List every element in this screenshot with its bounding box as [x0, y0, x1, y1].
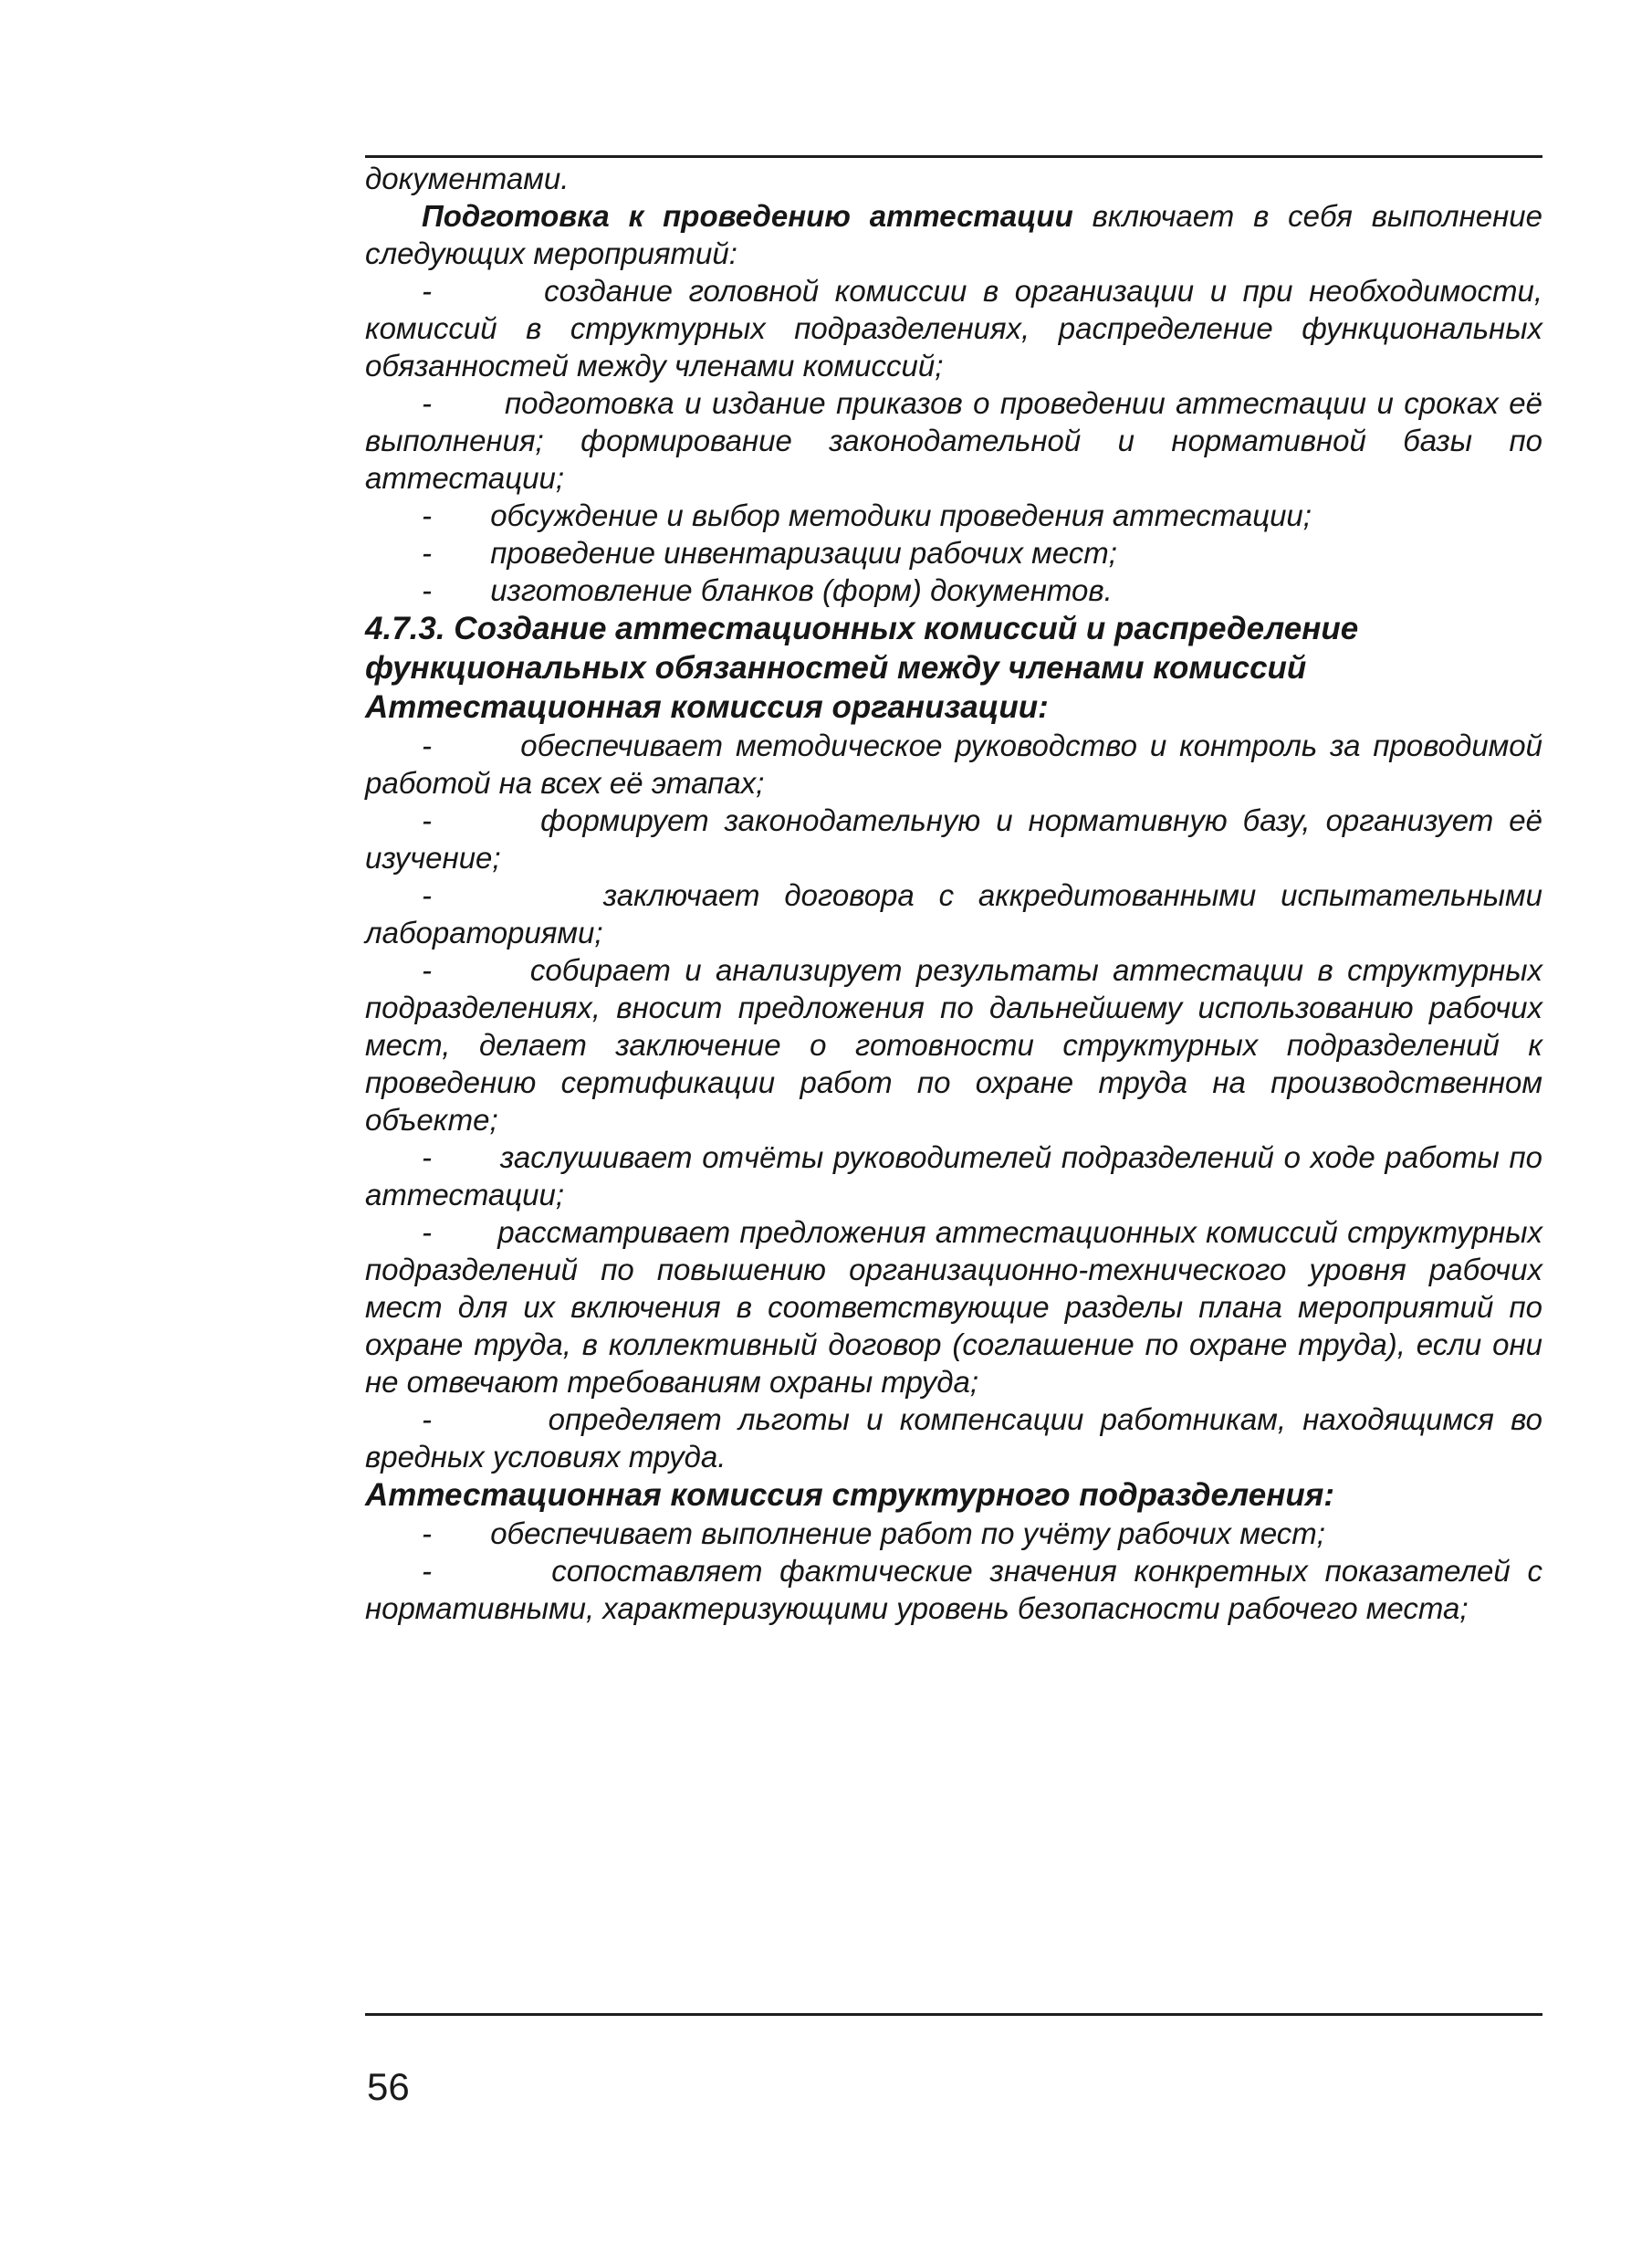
dash-marker: -: [422, 1402, 432, 1436]
dash-marker: -: [422, 729, 432, 762]
list-item-text: собирает и анализирует результаты аттестации в структурных подразделениях, вносит предложения по дальнейшему использованию рабочих мест, делает заключение о готовности структурных подразделений к проведению сертификации работ по охране труда на производственном объекте;: [365, 953, 1542, 1137]
list-item: [365, 497, 1542, 534]
intro-bold-phrase: Подготовка к проведению аттестации: [422, 199, 1073, 233]
text-column: [365, 160, 1542, 1627]
dash-marker: -: [422, 1140, 432, 1174]
list-item-text: создание головной комиссии в организации и при необходимости, комиссий в структурных подразделениях, распределение функциональных обязанностей между членами комиссий;: [365, 274, 1542, 383]
list-item: [365, 1552, 1542, 1627]
list-item: [365, 272, 1542, 384]
list-item: [365, 1138, 1542, 1213]
list-item: [365, 572, 1542, 609]
list-item: [365, 1515, 1542, 1552]
list-item-text: заслушивает отчёты руководителей подразделений о ходе работы по аттестации;: [365, 1140, 1542, 1212]
list-item-text: обеспечивает методическое руководство и контроль за проводимой работой на всех её этапах;: [365, 729, 1543, 800]
list-item-text: определяет льготы и компенсации работникам, находящимся во вредных условиях труда.: [365, 1402, 1542, 1474]
bottom-rule: [365, 2013, 1542, 2016]
list-item-text: обеспечивает выполнение работ по учёту рабочих мест;: [490, 1516, 1325, 1550]
dash-marker: -: [422, 498, 432, 532]
list-item: [365, 876, 1542, 951]
dash-marker: -: [422, 386, 432, 420]
dash-marker: -: [422, 803, 432, 837]
unit-commission-list: [365, 1515, 1542, 1627]
list-item-text: заключает договора с аккредитованными испытательными лабораториями;: [365, 878, 1542, 949]
section-heading: [365, 609, 1542, 687]
org-commission-list: [365, 727, 1542, 1475]
dash-marker: -: [422, 1554, 432, 1588]
list-item-text: проведение инвентаризации рабочих мест;: [490, 536, 1117, 570]
dash-marker: -: [422, 536, 432, 570]
intro-rest: включает в себя выполнение следующих мероприятий:: [365, 199, 1542, 270]
dash-marker: -: [422, 1516, 432, 1550]
list-item-text: подготовка и издание приказов о проведении аттестации и сроках её выполнения; формирование законодательной и нормативной базы по аттестации;: [365, 386, 1542, 495]
dash-marker: -: [422, 274, 432, 308]
dash-marker: -: [422, 878, 432, 912]
prep-list: [365, 272, 1542, 609]
dash-marker: -: [422, 953, 432, 987]
list-item-text: изготовление бланков (форм) документов.: [490, 573, 1113, 607]
org-commission-title: Аттестационная комиссия организации:: [365, 689, 1049, 725]
list-item: [365, 802, 1542, 876]
section-heading-line-2: функциональных обязанностей между членами комиссий: [365, 650, 1307, 686]
list-item: [365, 951, 1542, 1138]
top-rule: [365, 155, 1542, 158]
dash-marker: -: [422, 1215, 432, 1249]
list-item-text: обсуждение и выбор методики проведения аттестации;: [490, 498, 1312, 532]
list-item-text: рассматривает предложения аттестационных комиссий структурных подразделений по повышению организационно-технического уровня рабочих мест для их включения в соответствующие разделы плана мероприятий по охране труда, в коллективный договор (соглашение по охране труда), если они не отвечают требованиям охраны труда;: [365, 1215, 1542, 1399]
list-item: [365, 727, 1542, 802]
list-item: [365, 534, 1542, 572]
list-item-text: формирует законодательную и нормативную базу, организует её изучение;: [365, 803, 1542, 875]
section-heading-line-1: 4.7.3. Создание аттестационных комиссий и распределение: [365, 611, 1359, 646]
dash-marker: -: [422, 573, 432, 607]
intro-paragraph: [365, 197, 1542, 272]
list-item: [365, 1401, 1542, 1475]
list-item: [365, 384, 1542, 497]
list-item: [365, 1213, 1542, 1401]
continuation-line: документами.: [365, 162, 570, 195]
unit-commission-title: Аттестационная комиссия структурного подразделения:: [365, 1477, 1334, 1513]
list-item-text: сопоставляет фактические значения конкретных показателей с нормативными, характеризующими уровень безопасности рабочего места;: [365, 1554, 1543, 1625]
page-number: 56: [367, 2065, 410, 2108]
